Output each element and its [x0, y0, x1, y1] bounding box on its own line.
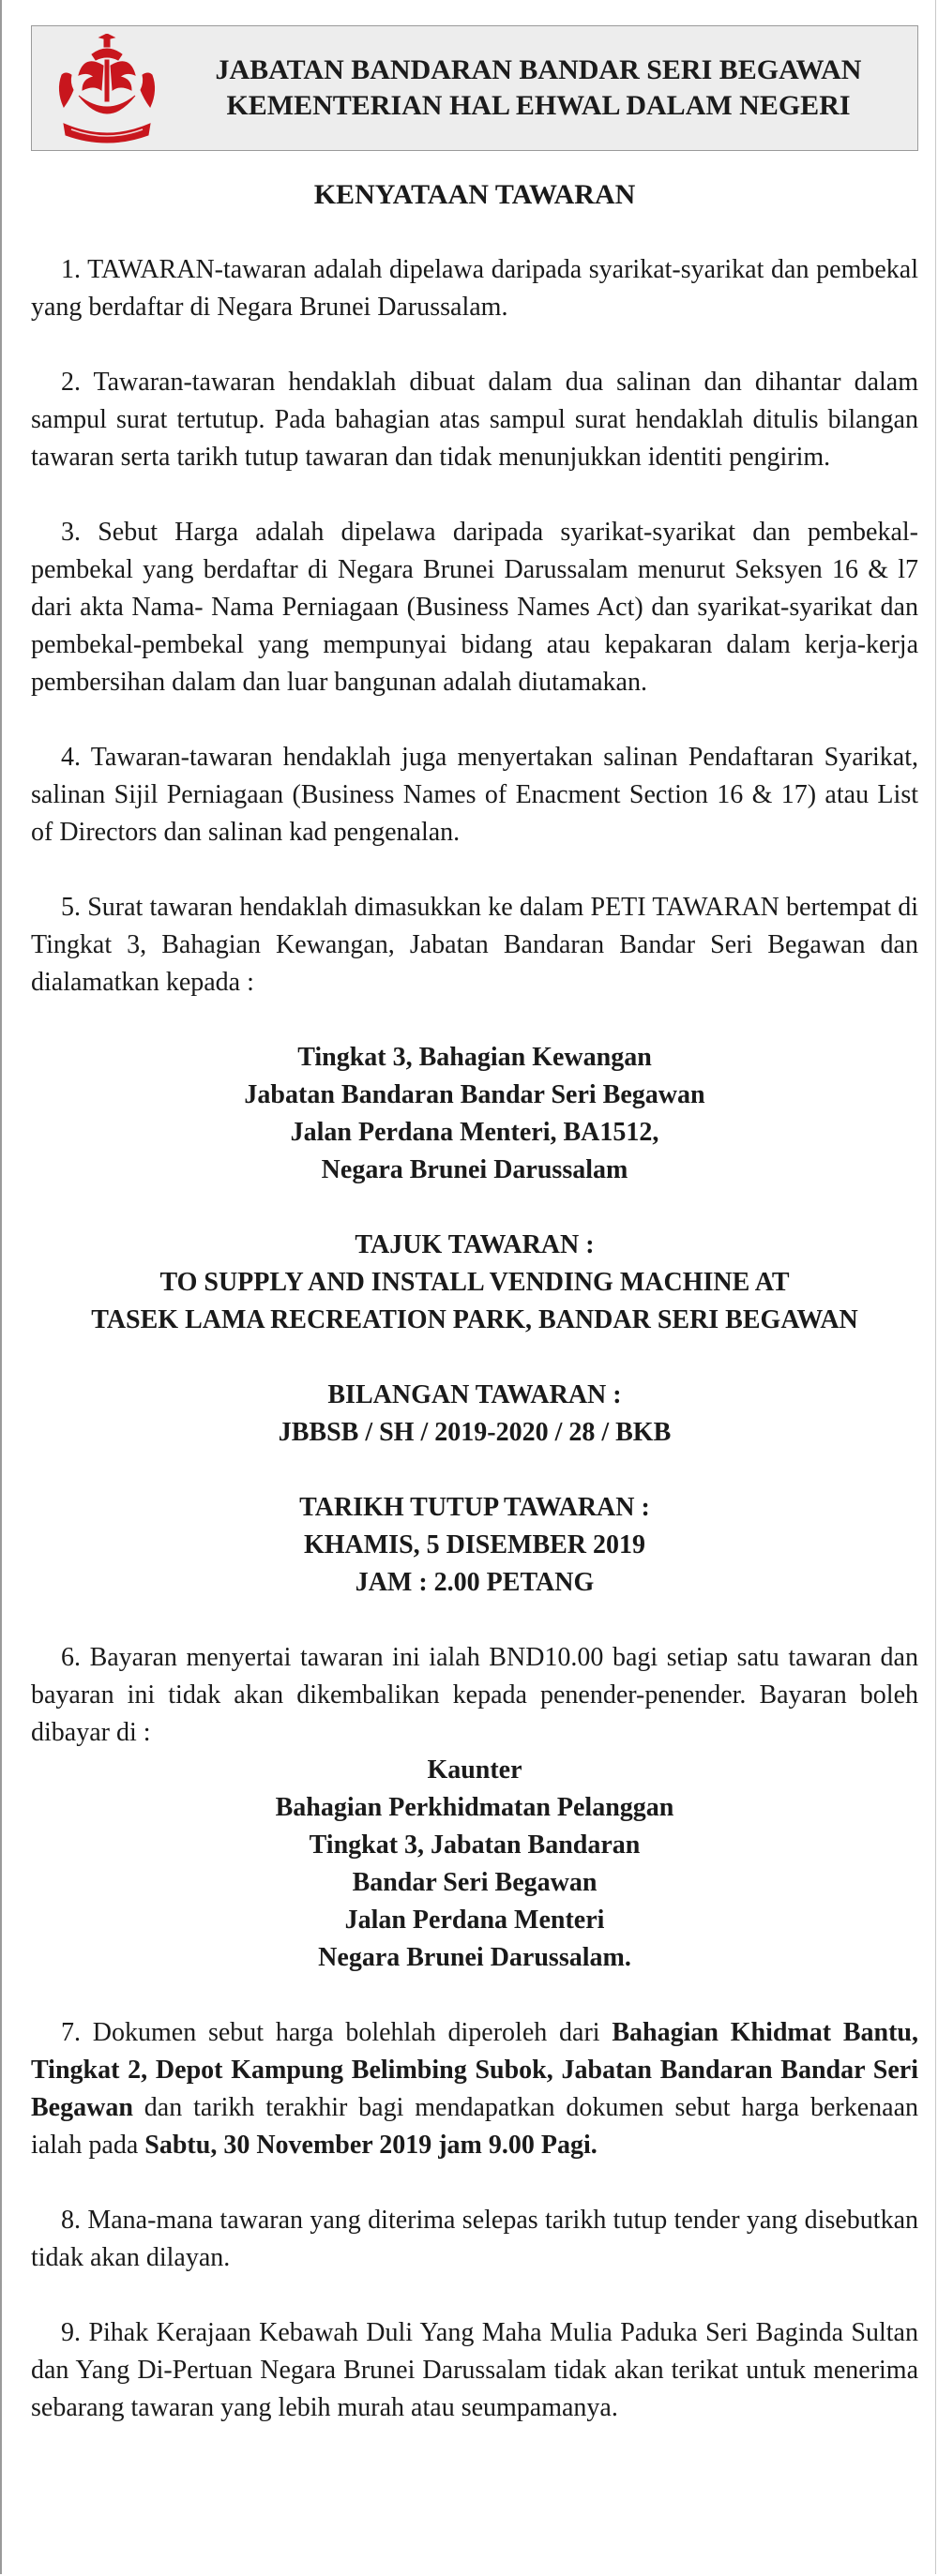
closing-date-label: TARIKH TUTUP TAWARAN : — [299, 1493, 650, 1522]
paragraph-7-text: 7. Dokumen sebut harga bolehlah diperoleh dari — [61, 2018, 613, 2047]
paragraph-7 — [31, 2014, 918, 2164]
tender-title-line: TASEK LAMA RECREATION PARK, BANDAR SERI BEGAWAN — [91, 1305, 858, 1334]
letterhead — [31, 25, 918, 151]
payment-address — [31, 1752, 918, 1977]
tender-number-block — [31, 1377, 918, 1452]
document-pickup-location: Bahagian Khidmat Bantu, Tingkat 2, Depot Kampung Belimbing Subok, Jabatan Bandaran Bandar Seri Begawan — [31, 2018, 918, 2122]
document-pickup-deadline: Sabtu, 30 November 2019 jam 9.00 Pagi. — [144, 2131, 598, 2160]
payment-address-line: Negara Brunei Darussalam. — [318, 1943, 631, 1972]
paragraph-7-text: dan tarikh terakhir bagi mendapatkan dokumen sebut harga berkenaan ialah pada — [31, 2093, 918, 2160]
paragraph-4: 4. Tawaran-tawaran hendaklah juga menyertakan salinan Pendaftaran Syarikat, salinan Sijil Perniagaan (Business Names of Enacment Section 16 & 17) atau List of Directors dan salinan kad pengenalan. — [31, 743, 918, 847]
notice-title: KENYATAAN TAWARAN — [313, 179, 636, 210]
paragraph-8: 8. Mana-mana tawaran yang diterima selepas tarikh tutup tender yang disebutkan tidak akan dilayan. — [31, 2206, 918, 2272]
payment-address-line: Jalan Perdana Menteri — [344, 1906, 605, 1935]
closing-date-value: KHAMIS, 5 DISEMBER 2019 — [303, 1530, 646, 1559]
paragraph-6: 6. Bayaran menyertai tawaran ini ialah BND10.00 bagi setiap satu tawaran dan bayaran ini tidak akan dikembalikan kepada penender-penender. Bayaran boleh dibayar di : — [31, 1643, 918, 1747]
address-line: Jalan Perdana Menteri, BA1512, — [290, 1118, 659, 1147]
payment-address-line: Bandar Seri Begawan — [352, 1868, 598, 1897]
brunei-crest-icon — [51, 34, 163, 144]
address-line: Jabatan Bandaran Bandar Seri Begawan — [244, 1080, 705, 1109]
tender-title-label: TAJUK TAWARAN : — [355, 1230, 595, 1259]
paragraph-1: 1. TAWARAN-tawaran adalah dipelawa daripada syarikat-syarikat dan pembekal yang berdaftar di Negara Brunei Darussalam. — [31, 255, 918, 322]
payment-address-line: Bahagian Perkhidmatan Pelanggan — [275, 1793, 674, 1822]
address-line: Negara Brunei Darussalam — [321, 1155, 628, 1184]
closing-date-block — [31, 1489, 918, 1602]
address-line: Tingkat 3, Bahagian Kewangan — [297, 1043, 652, 1072]
department-name: JABATAN BANDARAN BANDAR SERI BEGAWAN — [215, 54, 862, 85]
submission-address — [31, 1039, 918, 1189]
paragraph-5: 5. Surat tawaran hendaklah dimasukkan ke dalam PETI TAWARAN bertempat di Tingkat 3, Bahagian Kewangan, Jabatan Bandaran Bandar Seri Begawan dan dialamatkan kepada : — [31, 893, 918, 997]
payment-address-line: Kaunter — [427, 1755, 522, 1785]
closing-time-value: JAM : 2.00 PETANG — [355, 1568, 595, 1597]
tender-number-value: JBBSB / SH / 2019-2020 / 28 / BKB — [278, 1418, 672, 1447]
paragraph-9: 9. Pihak Kerajaan Kebawah Duli Yang Maha Mulia Paduka Seri Baginda Sultan dan Yang Di-Pertuan Negara Brunei Darussalam tidak akan terikat untuk menerima sebarang tawaran yang lebih murah atau seumpamanya. — [31, 2318, 918, 2422]
tender-title-line: TO SUPPLY AND INSTALL VENDING MACHINE AT — [159, 1268, 790, 1297]
notice-body — [31, 176, 918, 2427]
paragraph-3: 3. Sebut Harga adalah dipelawa daripada syarikat-syarikat dan pembekal-pembekal yang berdaftar di Negara Brunei Darussalam menurut Seksyen 16 & l7 dari akta Nama- Nama Perniagaan (Business Names Act) dan syarikat-syarikat dan pembekal-pembekal yang mempunyai bidang atau kepakaran dalam kerja-kerja pembersihan dalam dan luar bangunan adalah diutamakan. — [31, 518, 918, 697]
tender-title-block — [31, 1227, 918, 1339]
paragraph-2: 2. Tawaran-tawaran hendaklah dibuat dalam dua salinan dan dihantar dalam sampul surat tertutup. Pada bahagian atas sampul surat hendaklah ditulis bilangan tawaran serta tarikh tutup tawaran dan tidak menunjukkan identiti pengirim. — [31, 368, 918, 472]
ministry-name: KEMENTERIAN HAL EHWAL DALAM NEGERI — [226, 90, 851, 121]
tender-number-label: BILANGAN TAWARAN : — [327, 1380, 622, 1409]
payment-address-line: Tingkat 3, Jabatan Bandaran — [309, 1830, 641, 1860]
